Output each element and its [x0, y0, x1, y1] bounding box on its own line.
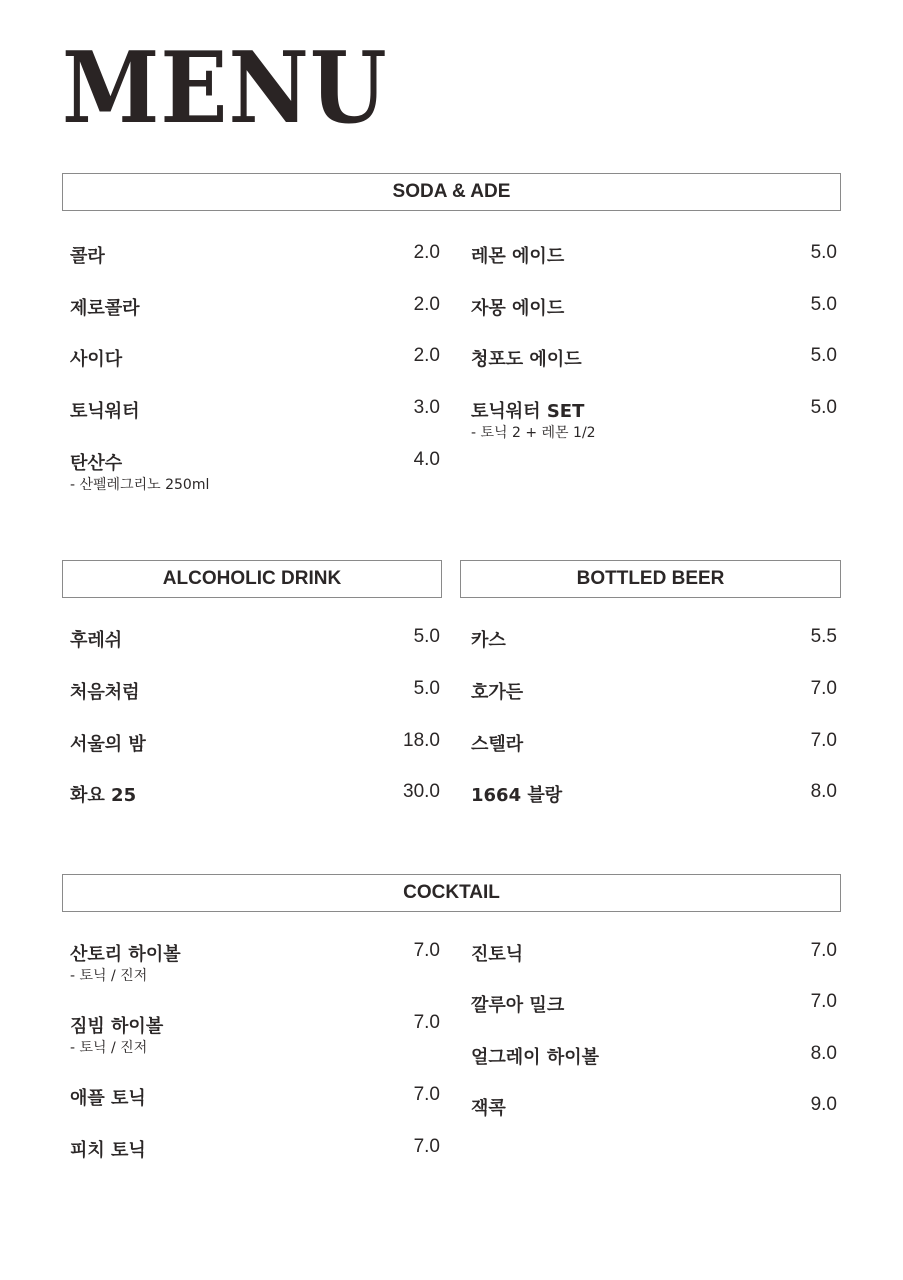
item-name: 진토닉	[471, 944, 524, 965]
item-name: 스텔라	[471, 734, 524, 755]
item-name: 제로콜라	[70, 298, 140, 319]
item-price: 7.0	[810, 678, 837, 699]
item-price: 5.0	[810, 345, 837, 366]
menu-item	[471, 678, 837, 724]
item-description: - 토닉 2 + 레몬 1/2	[471, 425, 596, 441]
menu-item	[471, 1094, 837, 1140]
item-price: 5.5	[810, 626, 837, 647]
item-name: 자몽 에이드	[471, 298, 565, 319]
menu-item	[471, 345, 837, 391]
menu-item	[70, 345, 440, 391]
menu-item	[471, 397, 837, 443]
item-price: 5.0	[413, 678, 440, 699]
menu-item	[471, 781, 837, 827]
item-name: 잭콕	[471, 1098, 506, 1119]
menu-item	[471, 991, 837, 1037]
menu-item	[70, 1012, 440, 1058]
item-price: 7.0	[810, 730, 837, 751]
item-price: 7.0	[413, 940, 440, 961]
item-name: 피치 토닉	[70, 1140, 146, 1161]
item-price: 7.0	[413, 1012, 440, 1033]
item-name: 레몬 에이드	[471, 246, 565, 267]
menu-item	[70, 626, 440, 672]
menu-item	[70, 397, 440, 443]
item-name: 1664 블랑	[471, 785, 563, 806]
item-name: 처음처럼	[70, 682, 140, 703]
item-name: 애플 토닉	[70, 1088, 146, 1109]
menu-item	[471, 626, 837, 672]
menu-item	[70, 1084, 440, 1130]
item-price: 8.0	[810, 781, 837, 802]
menu-item	[471, 940, 837, 986]
item-price: 5.0	[413, 626, 440, 647]
item-description: - 토닉 / 진저	[70, 968, 148, 984]
item-name: 화요 25	[70, 785, 137, 806]
item-name: 콜라	[70, 246, 105, 267]
item-price: 3.0	[413, 397, 440, 418]
menu-item	[70, 730, 440, 776]
item-name: 짐빔 하이볼	[70, 1016, 164, 1037]
menu-item	[471, 242, 837, 288]
item-description: - 토닉 / 진저	[70, 1040, 148, 1056]
item-price: 7.0	[810, 940, 837, 961]
section-header-soda-ade: SODA & ADE	[62, 173, 841, 211]
item-price: 5.0	[810, 397, 837, 418]
item-price: 4.0	[413, 449, 440, 470]
item-price: 7.0	[810, 991, 837, 1012]
item-price: 8.0	[810, 1043, 837, 1064]
item-name: 사이다	[70, 349, 123, 370]
item-name: 호가든	[471, 682, 524, 703]
menu-item	[471, 1043, 837, 1089]
menu-item	[70, 449, 440, 495]
item-price: 7.0	[413, 1084, 440, 1105]
menu-item	[70, 678, 440, 724]
item-price: 5.0	[810, 242, 837, 263]
item-name: 후레쉬	[70, 630, 123, 651]
menu-item	[70, 242, 440, 288]
menu-title: MENU	[62, 29, 388, 146]
item-price: 9.0	[810, 1094, 837, 1115]
item-price: 2.0	[413, 345, 440, 366]
item-price: 5.0	[810, 294, 837, 315]
item-name: 깔루아 밀크	[471, 995, 565, 1016]
section-header-cocktail: COCKTAIL	[62, 874, 841, 912]
menu-item	[70, 940, 440, 986]
item-price: 2.0	[413, 294, 440, 315]
item-price: 18.0	[403, 730, 440, 751]
item-price: 7.0	[413, 1136, 440, 1157]
menu-item	[70, 1136, 440, 1182]
section-header-alcoholic-drink: ALCOHOLIC DRINK	[62, 560, 442, 598]
menu-item	[471, 730, 837, 776]
item-name: 얼그레이 하이볼	[471, 1047, 599, 1068]
item-name: 토닉워터	[70, 401, 140, 422]
item-name: 산토리 하이볼	[70, 944, 181, 965]
section-header-bottled-beer: BOTTLED BEER	[460, 560, 841, 598]
item-name: 토닉워터 SET	[471, 401, 585, 422]
item-price: 2.0	[413, 242, 440, 263]
menu-item	[471, 294, 837, 340]
item-price: 30.0	[403, 781, 440, 802]
item-name: 청포도 에이드	[471, 349, 582, 370]
menu-item	[70, 294, 440, 340]
menu-item	[70, 781, 440, 827]
item-name: 탄산수	[70, 453, 123, 474]
item-name: 서울의 밤	[70, 734, 146, 755]
item-description: - 산펠레그리노 250ml	[70, 477, 210, 493]
item-name: 카스	[471, 630, 506, 651]
